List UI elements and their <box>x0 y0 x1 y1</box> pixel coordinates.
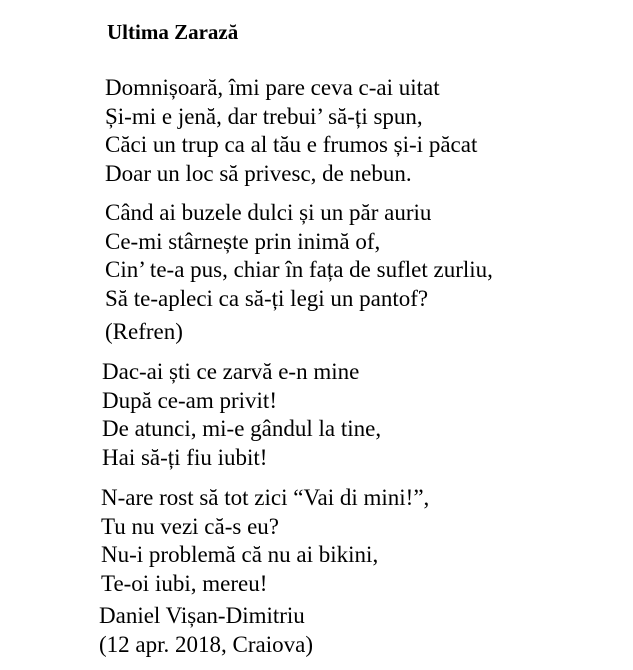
verse-line: De atunci, mi-e gândul la tine, <box>102 416 382 441</box>
verse-line: Dac-ai ști ce zarvă e-n mine <box>102 359 360 384</box>
verse-line: Te-oi iubi, mereu! <box>101 570 268 596</box>
verse-line: Hai să-ți fiu iubit! <box>102 444 268 470</box>
stanza-1 <box>105 74 477 188</box>
date-place: (12 apr. 2018, Craiova) <box>99 631 313 657</box>
author-name: Daniel Vișan-Dimitriu <box>99 603 305 628</box>
refrain-label: (Refren) <box>105 319 183 344</box>
poem-title: Ultima Zarază <box>107 20 239 44</box>
stanza-2 <box>105 199 493 313</box>
verse-line: Domnișoară, îmi pare ceva c-ai uitat <box>105 75 440 100</box>
verse-line: După ce-am privit! <box>102 387 277 413</box>
verse-line: Să te-apleci ca să-ți legi un pantof? <box>105 285 429 311</box>
verse-line: N-are rost să tot zici “Vai di mini!”, <box>101 485 430 510</box>
verse-line: Cin’ te-a pus, chiar în fața de suflet zurliu, <box>105 257 493 282</box>
stanza-4 <box>101 484 429 598</box>
signature <box>99 602 313 659</box>
verse-line: Când ai buzele dulci și un păr auriu <box>105 200 432 225</box>
verse-line: Tu nu vezi că-s eu? <box>101 513 279 539</box>
verse-line: Ce-mi stârnește prin inimă of, <box>105 228 381 254</box>
verse-line: Nu-i problemă că nu ai bikini, <box>101 542 379 567</box>
verse-line: Doar un loc să privesc, de nebun. <box>105 160 412 186</box>
verse-line: Căci un trup ca al tău e frumos și-i păcat <box>105 132 478 157</box>
stanza-3-refrain <box>102 358 381 472</box>
verse-line: Și-mi e jenă, dar trebui’ să-ți spun, <box>105 103 423 129</box>
